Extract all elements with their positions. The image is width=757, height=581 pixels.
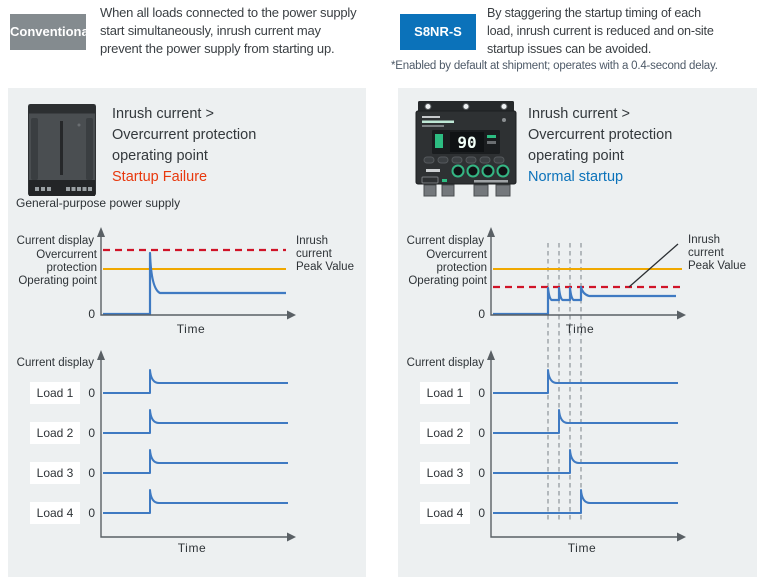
- conventional-description: [100, 4, 390, 58]
- normal-startup-label: Normal startup: [528, 169, 624, 185]
- overcurrent-label-3: Operating point: [18, 275, 97, 287]
- load4-label: Load 4: [426, 506, 464, 520]
- origin-zero: 0: [478, 307, 485, 321]
- condition-line1: Inrush current >: [112, 106, 214, 122]
- s8nrs-charts: [398, 88, 757, 577]
- condition-line1: Inrush current >: [528, 106, 630, 122]
- load2-label: Load 2: [426, 426, 464, 440]
- startup-failure-label: Startup Failure: [112, 169, 208, 185]
- load4-label: Load 4: [36, 506, 74, 520]
- load1-zero: 0: [88, 386, 95, 400]
- overcurrent-label-2: protection: [46, 262, 97, 274]
- load2-zero: 0: [88, 426, 95, 440]
- current-display-label: Current display: [16, 235, 94, 247]
- s8nrs-description-line3: startup issues can be avoided.: [487, 42, 652, 56]
- condition-line2: Overcurrent protection: [528, 127, 673, 143]
- s8nrs-badge: S8NR-S: [400, 14, 476, 50]
- s8nrs-panel: [398, 88, 757, 577]
- x-axis-arrow: [677, 311, 686, 320]
- x-axis-arrow-2: [677, 533, 686, 542]
- condition-line3: operating point: [528, 148, 624, 164]
- x-axis-arrow: [287, 311, 296, 320]
- load4-zero: 0: [88, 506, 95, 520]
- load4-trace: [103, 490, 288, 513]
- time-label: Time: [565, 322, 595, 336]
- load3-zero: 0: [478, 466, 485, 480]
- s8nrs-description: [487, 4, 757, 58]
- load2-label: Load 2: [36, 426, 74, 440]
- inrush-label-3: Peak Value: [688, 260, 746, 272]
- conventional-charts: [8, 88, 366, 577]
- load1-zero: 0: [478, 386, 485, 400]
- load4-trace: [493, 490, 678, 513]
- load3-label: Load 3: [36, 466, 74, 480]
- load3-trace: [103, 450, 288, 473]
- load3-label: Load 3: [426, 466, 464, 480]
- overcurrent-label-3: Operating point: [408, 275, 487, 287]
- s8nrs-description-line2: load, inrush current is reduced and on-site: [487, 24, 714, 38]
- time-label: Time: [176, 322, 206, 336]
- display-readout: 90: [457, 133, 477, 152]
- load2-trace: [103, 410, 288, 433]
- condition-line3: operating point: [112, 148, 208, 164]
- conventional-badge: Conventional: [10, 14, 86, 50]
- inrush-label-1: Inrush: [688, 234, 720, 246]
- conventional-panel: [8, 88, 366, 577]
- origin-zero: 0: [88, 307, 95, 321]
- supply-current-trace: [493, 287, 676, 314]
- overcurrent-label-1: Overcurrent: [36, 249, 97, 261]
- y-axis-arrow: [487, 227, 495, 237]
- time-label-2: Time: [177, 541, 207, 555]
- current-display-label-2: Current display: [406, 357, 484, 369]
- conventional-description-line1: When all loads connected to the power supply: [100, 5, 357, 20]
- inrush-label-1: Inrush: [296, 235, 328, 247]
- load4-zero: 0: [478, 506, 485, 520]
- y-axis-arrow: [97, 227, 105, 237]
- inrush-label-3: Peak Value: [296, 261, 354, 273]
- overcurrent-label-1: Overcurrent: [426, 249, 487, 261]
- upper-axes: [491, 232, 678, 315]
- x-axis-arrow-2: [287, 533, 296, 542]
- inrush-label-2: current: [296, 248, 332, 260]
- load2-trace: [493, 410, 678, 433]
- load2-zero: 0: [478, 426, 485, 440]
- load3-zero: 0: [88, 466, 95, 480]
- overcurrent-label-2: protection: [436, 262, 487, 274]
- y-axis-arrow-2: [487, 350, 495, 360]
- load1-label: Load 1: [426, 386, 464, 400]
- inrush-callout-line: [629, 244, 678, 287]
- inrush-label-2: current: [688, 247, 724, 259]
- supply-current-trace: [103, 253, 286, 314]
- load1-label: Load 1: [36, 386, 74, 400]
- conventional-description-line3: prevent the power supply from starting up.: [100, 41, 335, 56]
- time-label-2: Time: [567, 541, 597, 555]
- y-axis-arrow-2: [97, 350, 105, 360]
- load1-trace: [493, 370, 678, 393]
- current-display-label: Current display: [406, 235, 484, 247]
- condition-line2: Overcurrent protection: [112, 127, 257, 143]
- s8nrs-description-line1: By staggering the startup timing of each: [487, 6, 701, 20]
- s8nrs-footnote: *Enabled by default at shipment; operates with a 0.4-second delay.: [391, 60, 718, 72]
- conventional-description-line2: start simultaneously, inrush current may: [100, 23, 321, 38]
- load3-trace: [493, 450, 678, 473]
- upper-axes: [101, 232, 288, 315]
- current-display-label-2: Current display: [16, 357, 94, 369]
- device-caption: General-purpose power supply: [16, 196, 181, 210]
- load1-trace: [103, 370, 288, 393]
